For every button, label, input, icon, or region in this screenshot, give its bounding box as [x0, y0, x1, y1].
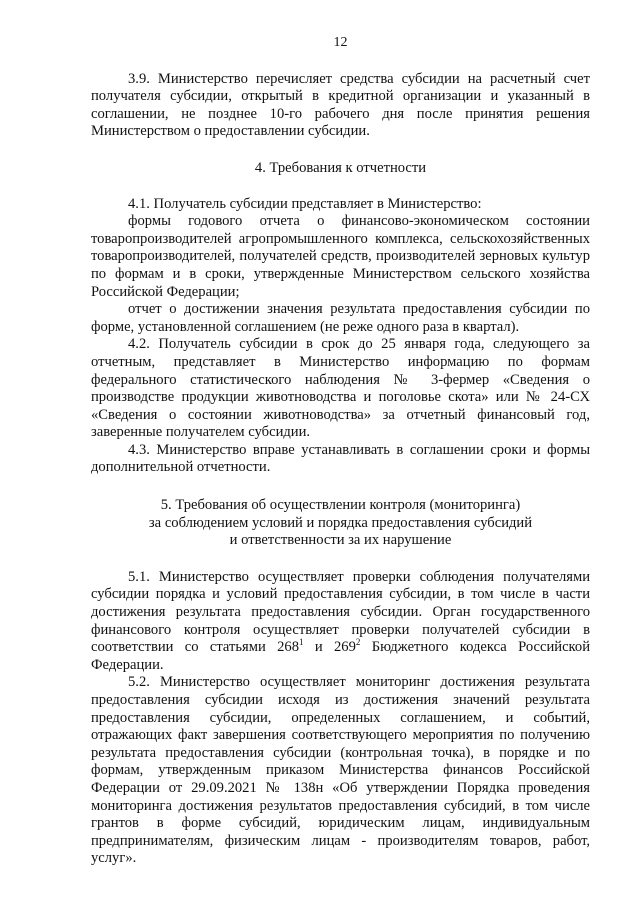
- paragraph-4-1-a: формы годового отчета о финансово-экономическом состоянии товаропроизводителей агропромышленного комплекса, сельскохозяйственных товаропроизводителей, получателей средств, производителей зерновых культур по формам и в сроки, утвержденные Министерством сельского хозяйства Российской Федерации;: [91, 213, 590, 300]
- section-5-title-line3: и ответственности за их нарушение: [229, 532, 452, 549]
- paragraph-5-1-text-a: 5.1. Министерство осуществляет проверки соблюдения получателями субсидии порядка и условий предоставления субсидии, в том числе в части достижения результата предоставления субсидии. Орган государственного финансового контроля осуществляет проверки получателей субсидии в соответствии со статьями 268: [91, 568, 590, 656]
- section-5-title-line2: за соблюдением условий и порядка предоставления субсидий: [148, 514, 533, 531]
- paragraph-5-2: 5.2. Министерство осуществляет мониторинг достижения результата предоставления субсидии исходя из достижения значений результата предоставления субсидии, определенных соглашением, и событий, отражающих факт завершения соответствующего мероприятия по получению результата предоставления субсидии (контрольная точка), в порядке и по формам, утвержденным приказом Министерства финансов Российской Федерации от 29.09.2021 № 138н «Об утверждении Порядка проведения мониторинга достижения результатов предоставления субсидий, в том числе грантов в форме субсидий, юридическим лицам, индивидуальным предпринимателям, физическим лицам - производителям товаров, работ, услуг».: [91, 674, 590, 867]
- section-4-title: 4. Требования к отчетности: [254, 159, 427, 176]
- paragraph-5-1: [91, 569, 590, 675]
- paragraph-5-1-text-c: Бюджетного кодекса Российской Федерации.: [91, 639, 591, 673]
- article-269-superscript: 2: [355, 637, 361, 648]
- paragraph-4-2: 4.2. Получатель субсидии в срок до 25 января года, следующего за отчетным, представляет в Министерство информацию по формам федерального статистического наблюдения № 3-фермер «Сведения о производстве продукции животноводства и поголовье скота» или № 24-СХ «Сведения о состоянии животноводства» за отчетный финансовый год, заверенные получателем субсидии.: [91, 336, 590, 441]
- paragraph-4-1-b: отчет о достижении значения результата предоставления субсидии по форме, установленной соглашением (не реже одного раза в квартал).: [91, 301, 590, 335]
- section-4-heading-block: [91, 160, 590, 178]
- section-5-heading-block: [91, 497, 590, 550]
- article-268-superscript: 1: [299, 637, 304, 648]
- page-number: 12: [333, 35, 348, 50]
- document-page: [91, 34, 590, 868]
- paragraph-4-1: 4.1. Получатель субсидии представляет в Министерство:: [128, 195, 482, 212]
- paragraph-5-1-text-b: и 269: [303, 639, 356, 656]
- section-5-title-line1: 5. Требования об осуществлении контроля (мониторинга): [160, 497, 521, 514]
- paragraph-4-3: 4.3. Министерство вправе устанавливать в соглашении сроки и формы дополнительной отчетности.: [91, 441, 590, 476]
- paragraph-3-9: 3.9. Министерство перечисляет средства субсидии на расчетный счет получателя субсидии, открытый в кредитной организации и указанный в соглашении, не позднее 10-го рабочего дня после принятия решения Министерством о предоставлении субсидии.: [91, 70, 590, 140]
